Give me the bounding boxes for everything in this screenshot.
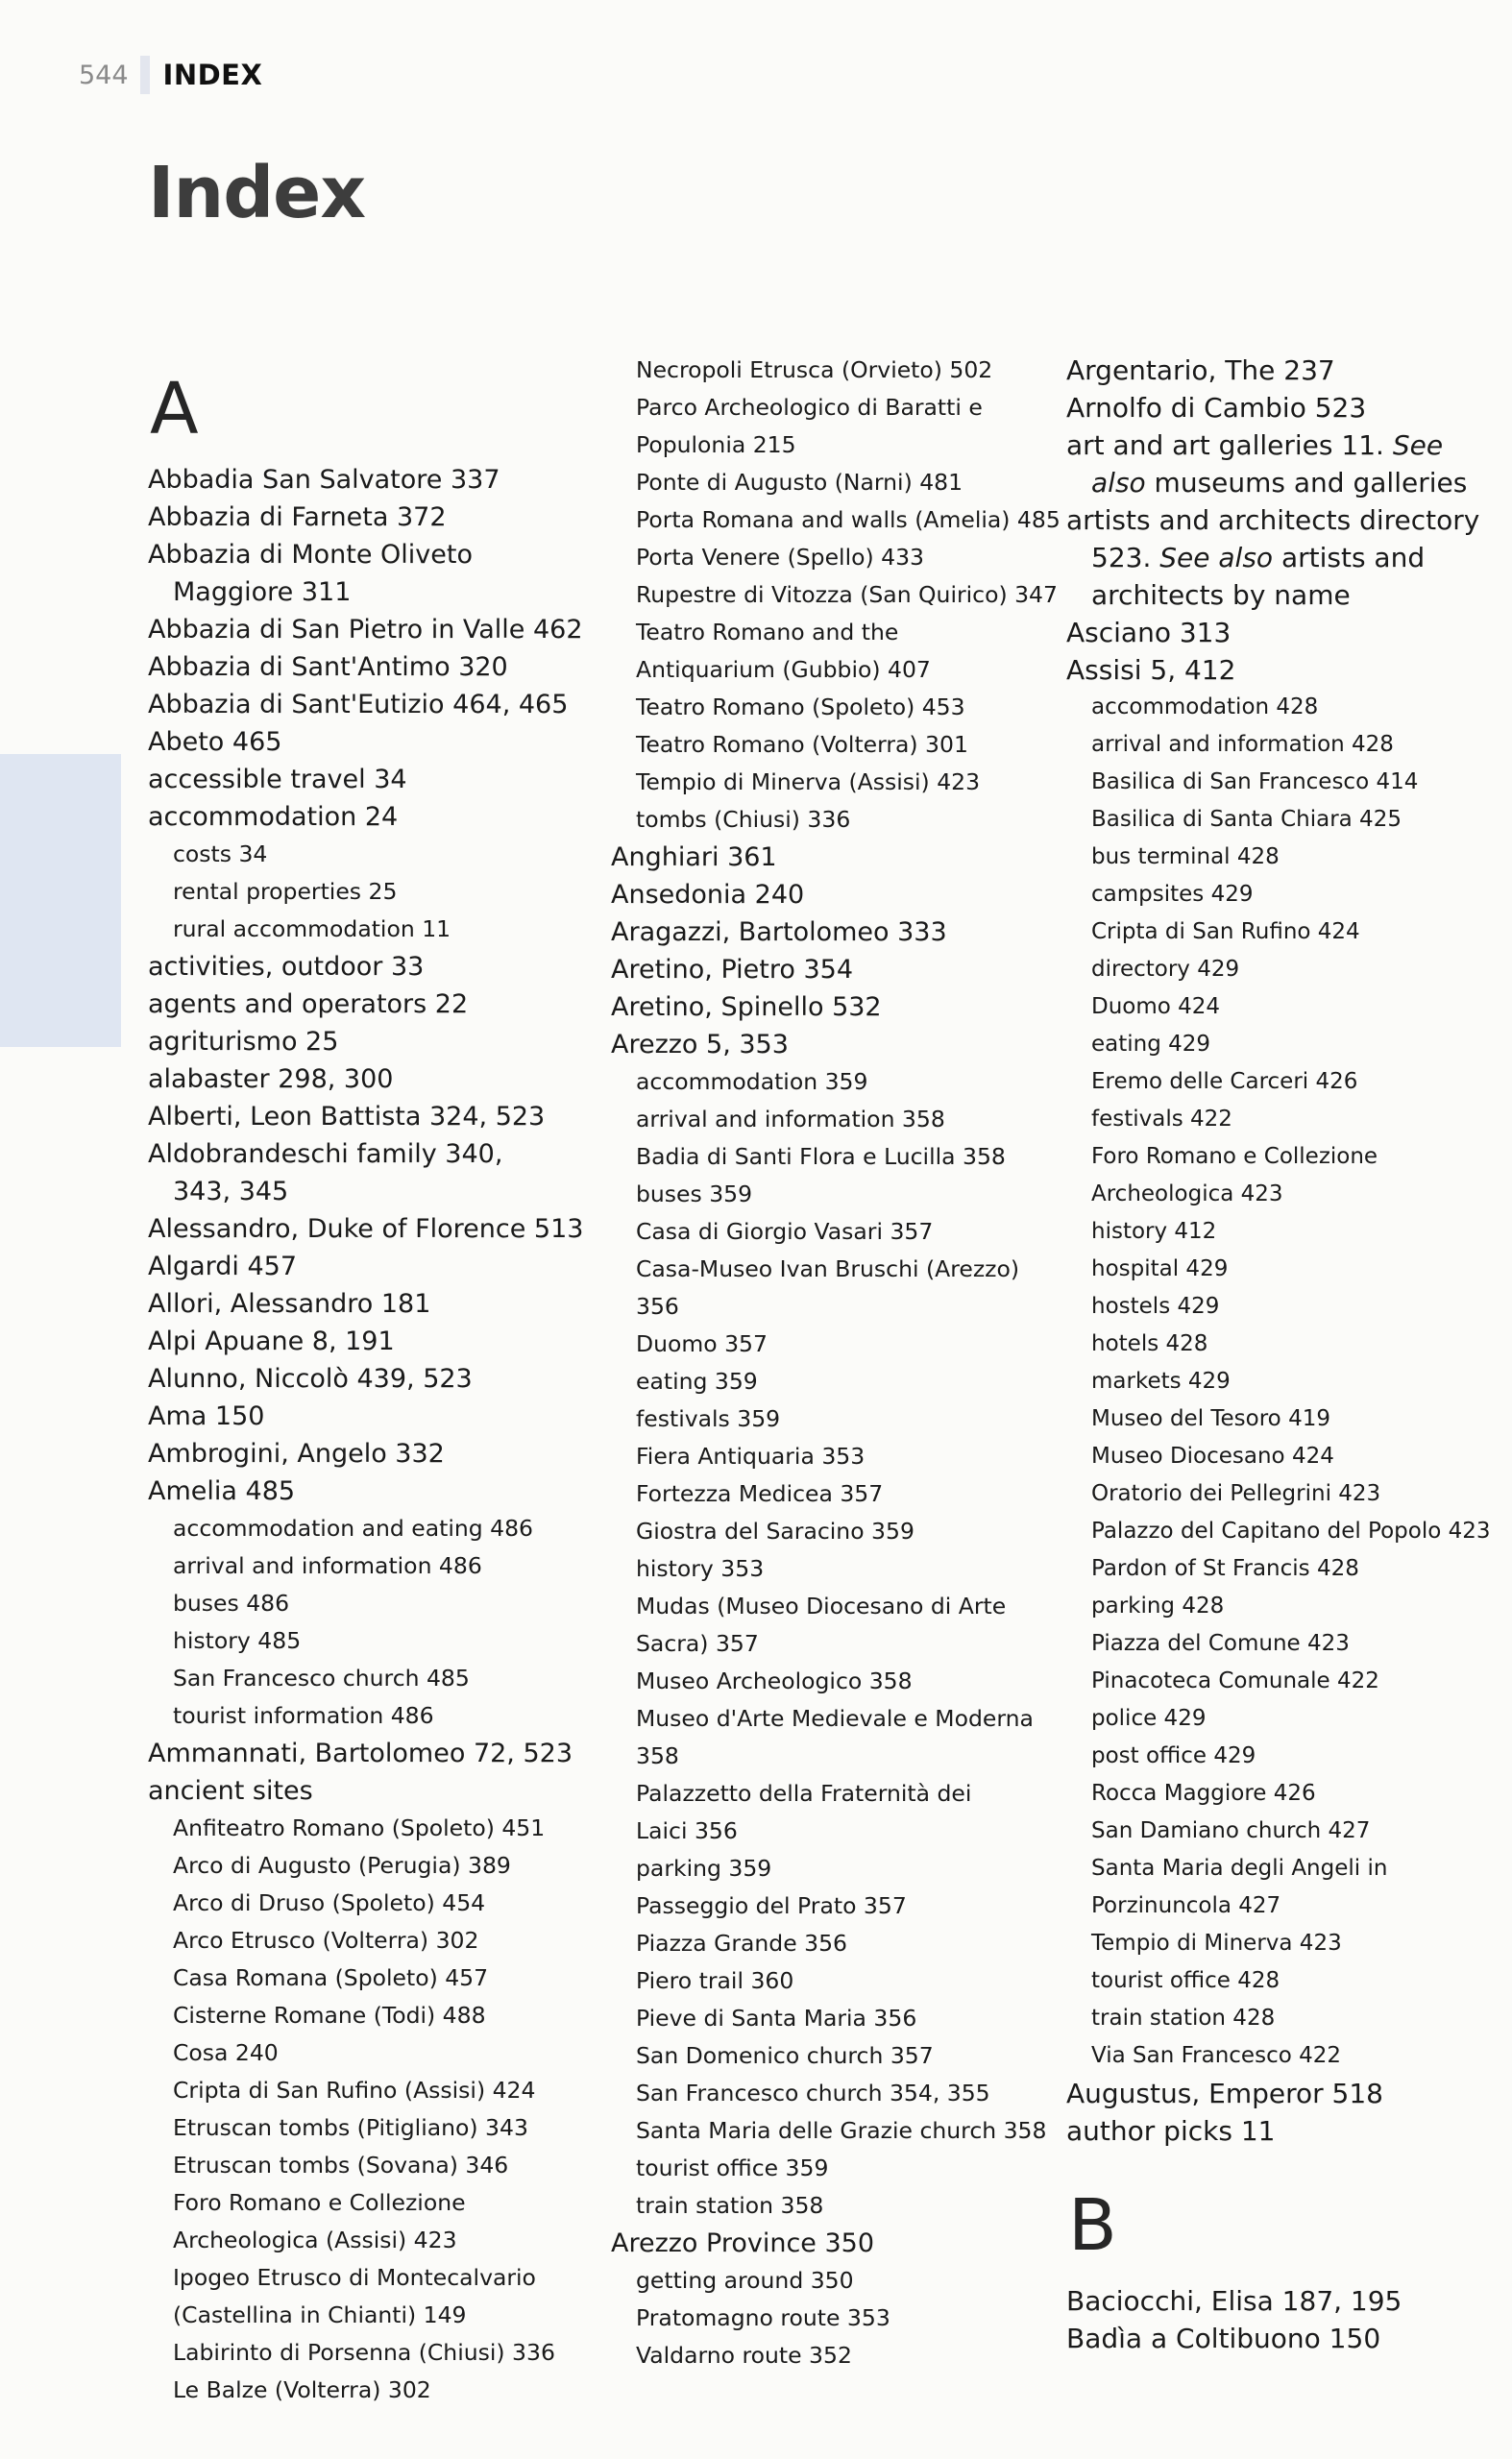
index-subentry: costs 34 xyxy=(173,840,268,867)
index-entry: also museums and galleries xyxy=(1091,467,1468,499)
letter-heading: A xyxy=(150,368,199,450)
index-entry: Maggiore 311 xyxy=(173,577,352,607)
index-entry: Aragazzi, Bartolomeo 333 xyxy=(611,917,947,947)
index-entry: ancient sites xyxy=(148,1776,313,1806)
index-subentry: Museo d'Arte Medievale e Moderna xyxy=(636,1705,1034,1732)
index-subentry: Laici 356 xyxy=(636,1817,738,1844)
index-subentry: Piazza del Comune 423 xyxy=(1091,1631,1350,1656)
index-entry: Arezzo 5, 353 xyxy=(611,1030,789,1059)
index-subentry: San Francesco church 485 xyxy=(173,1665,470,1692)
index-subentry: Porta Romana and walls (Amelia) 485 xyxy=(636,506,1061,533)
index-entry: alabaster 298, 300 xyxy=(148,1064,394,1094)
index-subentry: Passeggio del Prato 357 xyxy=(636,1892,907,1919)
index-subentry: Mudas (Museo Diocesano di Arte xyxy=(636,1593,1007,1619)
index-subentry: Palazzetto della Fraternità dei xyxy=(636,1780,972,1807)
index-entry: Abbazia di Farneta 372 xyxy=(148,502,447,532)
index-entry: Arnolfo di Cambio 523 xyxy=(1066,392,1367,424)
index-subentry: police 429 xyxy=(1091,1706,1207,1731)
index-entry: Amelia 485 xyxy=(148,1476,296,1506)
index-subentry: history 353 xyxy=(636,1555,765,1582)
index-subentry: arrival and information 428 xyxy=(1091,732,1394,757)
index-entry: 343, 345 xyxy=(173,1177,289,1206)
index-subentry: Parco Archeologico di Baratti e xyxy=(636,394,983,421)
index-entry: author picks 11 xyxy=(1066,2115,1276,2147)
index-entry: artists and architects directory xyxy=(1066,504,1480,536)
index-subentry: rural accommodation 11 xyxy=(173,915,451,942)
index-entry: Ambrogini, Angelo 332 xyxy=(148,1439,445,1469)
index-subentry: festivals 422 xyxy=(1091,1107,1232,1132)
index-subentry: train station 428 xyxy=(1091,2006,1276,2031)
index-subentry: San Francesco church 354, 355 xyxy=(636,2080,990,2106)
index-subentry: campsites 429 xyxy=(1091,882,1254,907)
page-number: 544 xyxy=(79,60,129,90)
index-entry: Aretino, Spinello 532 xyxy=(611,992,882,1022)
index-subentry: Sacra) 357 xyxy=(636,1630,759,1657)
index-entry: Abeto 465 xyxy=(148,727,282,757)
index-entry: Asciano 313 xyxy=(1066,617,1232,648)
index-entry: Ansedonia 240 xyxy=(611,880,805,910)
index-entry: Alpi Apuane 8, 191 xyxy=(148,1327,395,1356)
index-subentry: Fortezza Medicea 357 xyxy=(636,1480,884,1507)
index-entry: Argentario, The 237 xyxy=(1066,354,1335,386)
index-subentry: San Damiano church 427 xyxy=(1091,1818,1371,1843)
index-subentry: Palazzo del Capitano del Popolo 423 xyxy=(1091,1519,1491,1544)
index-subentry: accommodation and eating 486 xyxy=(173,1515,534,1542)
index-subentry: Pardon of St Francis 428 xyxy=(1091,1556,1359,1581)
index-subentry: hospital 429 xyxy=(1091,1256,1229,1281)
index-subentry: hotels 428 xyxy=(1091,1331,1208,1356)
index-subentry: Ipogeo Etrusco di Montecalvario xyxy=(173,2264,536,2291)
index-entry: activities, outdoor 33 xyxy=(148,952,425,982)
index-entry: Abbadia San Salvatore 337 xyxy=(148,465,500,495)
index-subentry: Porzinuncola 427 xyxy=(1091,1893,1281,1918)
index-subentry: Basilica di Santa Chiara 425 xyxy=(1091,807,1402,832)
index-entry: 523. See also artists and xyxy=(1091,542,1426,573)
index-subentry: history 485 xyxy=(173,1627,302,1654)
index-subentry: bus terminal 428 xyxy=(1091,844,1280,869)
letter-heading: B xyxy=(1068,2184,1117,2267)
index-column-1 xyxy=(148,352,599,2409)
page-title: Index xyxy=(148,152,366,234)
index-subentry: Pieve di Santa Maria 356 xyxy=(636,2005,917,2032)
index-subentry: Cripta di San Rufino 424 xyxy=(1091,919,1360,944)
index-entry: Baciocchi, Elisa 187, 195 xyxy=(1066,2285,1402,2317)
index-subentry: Eremo delle Carceri 426 xyxy=(1091,1069,1358,1094)
index-entry: Abbazia di Sant'Antimo 320 xyxy=(148,652,508,682)
index-subentry: train station 358 xyxy=(636,2192,824,2219)
index-subentry: Valdarno route 352 xyxy=(636,2342,852,2369)
index-entry: Ammannati, Bartolomeo 72, 523 xyxy=(148,1739,573,1768)
index-subentry: Anfiteatro Romano (Spoleto) 451 xyxy=(173,1814,546,1841)
index-entry: Algardi 457 xyxy=(148,1252,298,1281)
index-subentry: Casa di Giorgio Vasari 357 xyxy=(636,1218,934,1245)
index-subentry: Teatro Romano (Volterra) 301 xyxy=(636,731,968,758)
section-label: INDEX xyxy=(162,59,263,91)
index-subentry: San Domenico church 357 xyxy=(636,2042,934,2069)
index-subentry: Antiquarium (Gubbio) 407 xyxy=(636,656,931,683)
index-subentry: directory 429 xyxy=(1091,957,1240,982)
index-subentry: history 412 xyxy=(1091,1219,1217,1244)
thumb-tab xyxy=(0,754,121,1047)
index-subentry: Porta Venere (Spello) 433 xyxy=(636,544,924,571)
index-entry: accessible travel 34 xyxy=(148,765,407,794)
index-entry: architects by name xyxy=(1091,579,1351,611)
index-subentry: Basilica di San Francesco 414 xyxy=(1091,769,1419,794)
index-entry: Abbazia di Sant'Eutizio 464, 465 xyxy=(148,690,569,719)
index-subentry: hostels 429 xyxy=(1091,1294,1220,1319)
index-subentry: (Castellina in Chianti) 149 xyxy=(173,2301,467,2328)
index-subentry: Arco Etrusco (Volterra) 302 xyxy=(173,1927,479,1954)
index-subentry: 356 xyxy=(636,1293,679,1320)
index-subentry: Museo Archeologico 358 xyxy=(636,1668,913,1694)
index-subentry: Teatro Romano (Spoleto) 453 xyxy=(636,694,965,720)
index-subentry: Cisterne Romane (Todi) 488 xyxy=(173,2002,486,2029)
index-subentry: Giostra del Saracino 359 xyxy=(636,1518,915,1545)
index-subentry: Labirinto di Porsenna (Chiusi) 336 xyxy=(173,2339,555,2366)
index-entry: Alberti, Leon Battista 324, 523 xyxy=(148,1102,546,1132)
index-subentry: Pratomagno route 353 xyxy=(636,2304,890,2331)
index-subentry: Etruscan tombs (Pitigliano) 343 xyxy=(173,2114,528,2141)
index-subentry: Rocca Maggiore 426 xyxy=(1091,1781,1316,1806)
index-subentry: Tempio di Minerva 423 xyxy=(1091,1931,1342,1956)
index-subentry: Fiera Antiquaria 353 xyxy=(636,1443,866,1470)
index-subentry: tourist information 486 xyxy=(173,1702,434,1729)
header-divider xyxy=(140,56,150,94)
index-subentry: Duomo 424 xyxy=(1091,994,1221,1019)
index-subentry: parking 428 xyxy=(1091,1594,1225,1619)
index-subentry: parking 359 xyxy=(636,1855,772,1882)
index-subentry: Archeologica 423 xyxy=(1091,1181,1283,1206)
index-entry: accommodation 24 xyxy=(148,802,399,832)
index-subentry: Pinacoteca Comunale 422 xyxy=(1091,1668,1379,1693)
index-subentry: Archeologica (Assisi) 423 xyxy=(173,2227,457,2253)
index-entry: Anghiari 361 xyxy=(611,842,777,872)
index-subentry: 358 xyxy=(636,1742,679,1769)
index-column-2 xyxy=(611,352,1061,2374)
index-subentry: Arco di Druso (Spoleto) 454 xyxy=(173,1889,486,1916)
index-subentry: buses 486 xyxy=(173,1590,290,1617)
index-entry: Arezzo Province 350 xyxy=(611,2228,875,2258)
index-subentry: Populonia 215 xyxy=(636,431,796,458)
index-subentry: eating 359 xyxy=(636,1368,758,1395)
index-subentry: Oratorio dei Pellegrini 423 xyxy=(1091,1481,1381,1506)
index-entry: Aldobrandeschi family 340, xyxy=(148,1139,503,1169)
index-entry: Augustus, Emperor 518 xyxy=(1066,2078,1383,2109)
index-subentry: accommodation 428 xyxy=(1091,694,1319,719)
index-subentry: Via San Francesco 422 xyxy=(1091,2043,1341,2068)
index-entry: Abbazia di San Pietro in Valle 462 xyxy=(148,615,583,645)
index-subentry: post office 429 xyxy=(1091,1743,1256,1768)
index-entry: Allori, Alessandro 181 xyxy=(148,1289,431,1319)
running-header xyxy=(79,54,262,96)
index-subentry: Santa Maria delle Grazie church 358 xyxy=(636,2117,1047,2144)
index-entry: Ama 150 xyxy=(148,1401,265,1431)
index-entry: agents and operators 22 xyxy=(148,989,469,1019)
index-subentry: Cripta di San Rufino (Assisi) 424 xyxy=(173,2077,536,2104)
index-column-3 xyxy=(1066,352,1499,2357)
index-subentry: arrival and information 358 xyxy=(636,1106,945,1132)
index-entry: agriturismo 25 xyxy=(148,1027,339,1057)
index-entry: Aretino, Pietro 354 xyxy=(611,955,854,985)
index-subentry: arrival and information 486 xyxy=(173,1552,482,1579)
index-subentry: Le Balze (Volterra) 302 xyxy=(173,2376,431,2403)
index-subentry: getting around 350 xyxy=(636,2267,854,2294)
index-subentry: Duomo 357 xyxy=(636,1330,768,1357)
index-subentry: Teatro Romano and the xyxy=(636,619,899,645)
index-subentry: Rupestre di Vitozza (San Quirico) 347 xyxy=(636,581,1058,608)
index-entry: Badìa a Coltibuono 150 xyxy=(1066,2323,1381,2354)
index-subentry: Museo Diocesano 424 xyxy=(1091,1444,1334,1469)
index-subentry: Piero trail 360 xyxy=(636,1967,794,1994)
index-subentry: Tempio di Minerva (Assisi) 423 xyxy=(636,768,981,795)
index-entry: Assisi 5, 412 xyxy=(1066,654,1236,686)
index-entry: Abbazia di Monte Oliveto xyxy=(148,540,473,570)
index-subentry: rental properties 25 xyxy=(173,878,398,905)
index-subentry: markets 429 xyxy=(1091,1369,1231,1394)
index-subentry: eating 429 xyxy=(1091,1032,1211,1057)
index-subentry: Cosa 240 xyxy=(173,2039,279,2066)
index-entry: Alunno, Niccolò 439, 523 xyxy=(148,1364,473,1394)
index-subentry: tombs (Chiusi) 336 xyxy=(636,806,851,833)
index-subentry: Piazza Grande 356 xyxy=(636,1930,847,1957)
index-subentry: Etruscan tombs (Sovana) 346 xyxy=(173,2152,509,2179)
index-subentry: accommodation 359 xyxy=(636,1068,868,1095)
index-subentry: tourist office 428 xyxy=(1091,1968,1280,1993)
index-entry: Alessandro, Duke of Florence 513 xyxy=(148,1214,584,1244)
index-subentry: buses 359 xyxy=(636,1181,753,1207)
index-subentry: Foro Romano e Collezione xyxy=(1091,1144,1378,1169)
index-subentry: Badia di Santi Flora e Lucilla 358 xyxy=(636,1143,1006,1170)
index-subentry: Arco di Augusto (Perugia) 389 xyxy=(173,1852,511,1879)
index-subentry: Casa-Museo Ivan Bruschi (Arezzo) xyxy=(636,1255,1020,1282)
index-subentry: Foro Romano e Collezione xyxy=(173,2189,466,2216)
index-entry: art and art galleries 11. See xyxy=(1066,429,1444,461)
index-subentry: Necropoli Etrusca (Orvieto) 502 xyxy=(636,356,993,383)
index-subentry: Museo del Tesoro 419 xyxy=(1091,1406,1330,1431)
index-subentry: Ponte di Augusto (Narni) 481 xyxy=(636,469,963,496)
index-subentry: tourist office 359 xyxy=(636,2155,829,2181)
index-subentry: festivals 359 xyxy=(636,1405,781,1432)
index-subentry: Casa Romana (Spoleto) 457 xyxy=(173,1964,489,1991)
index-subentry: Santa Maria degli Angeli in xyxy=(1091,1856,1388,1881)
